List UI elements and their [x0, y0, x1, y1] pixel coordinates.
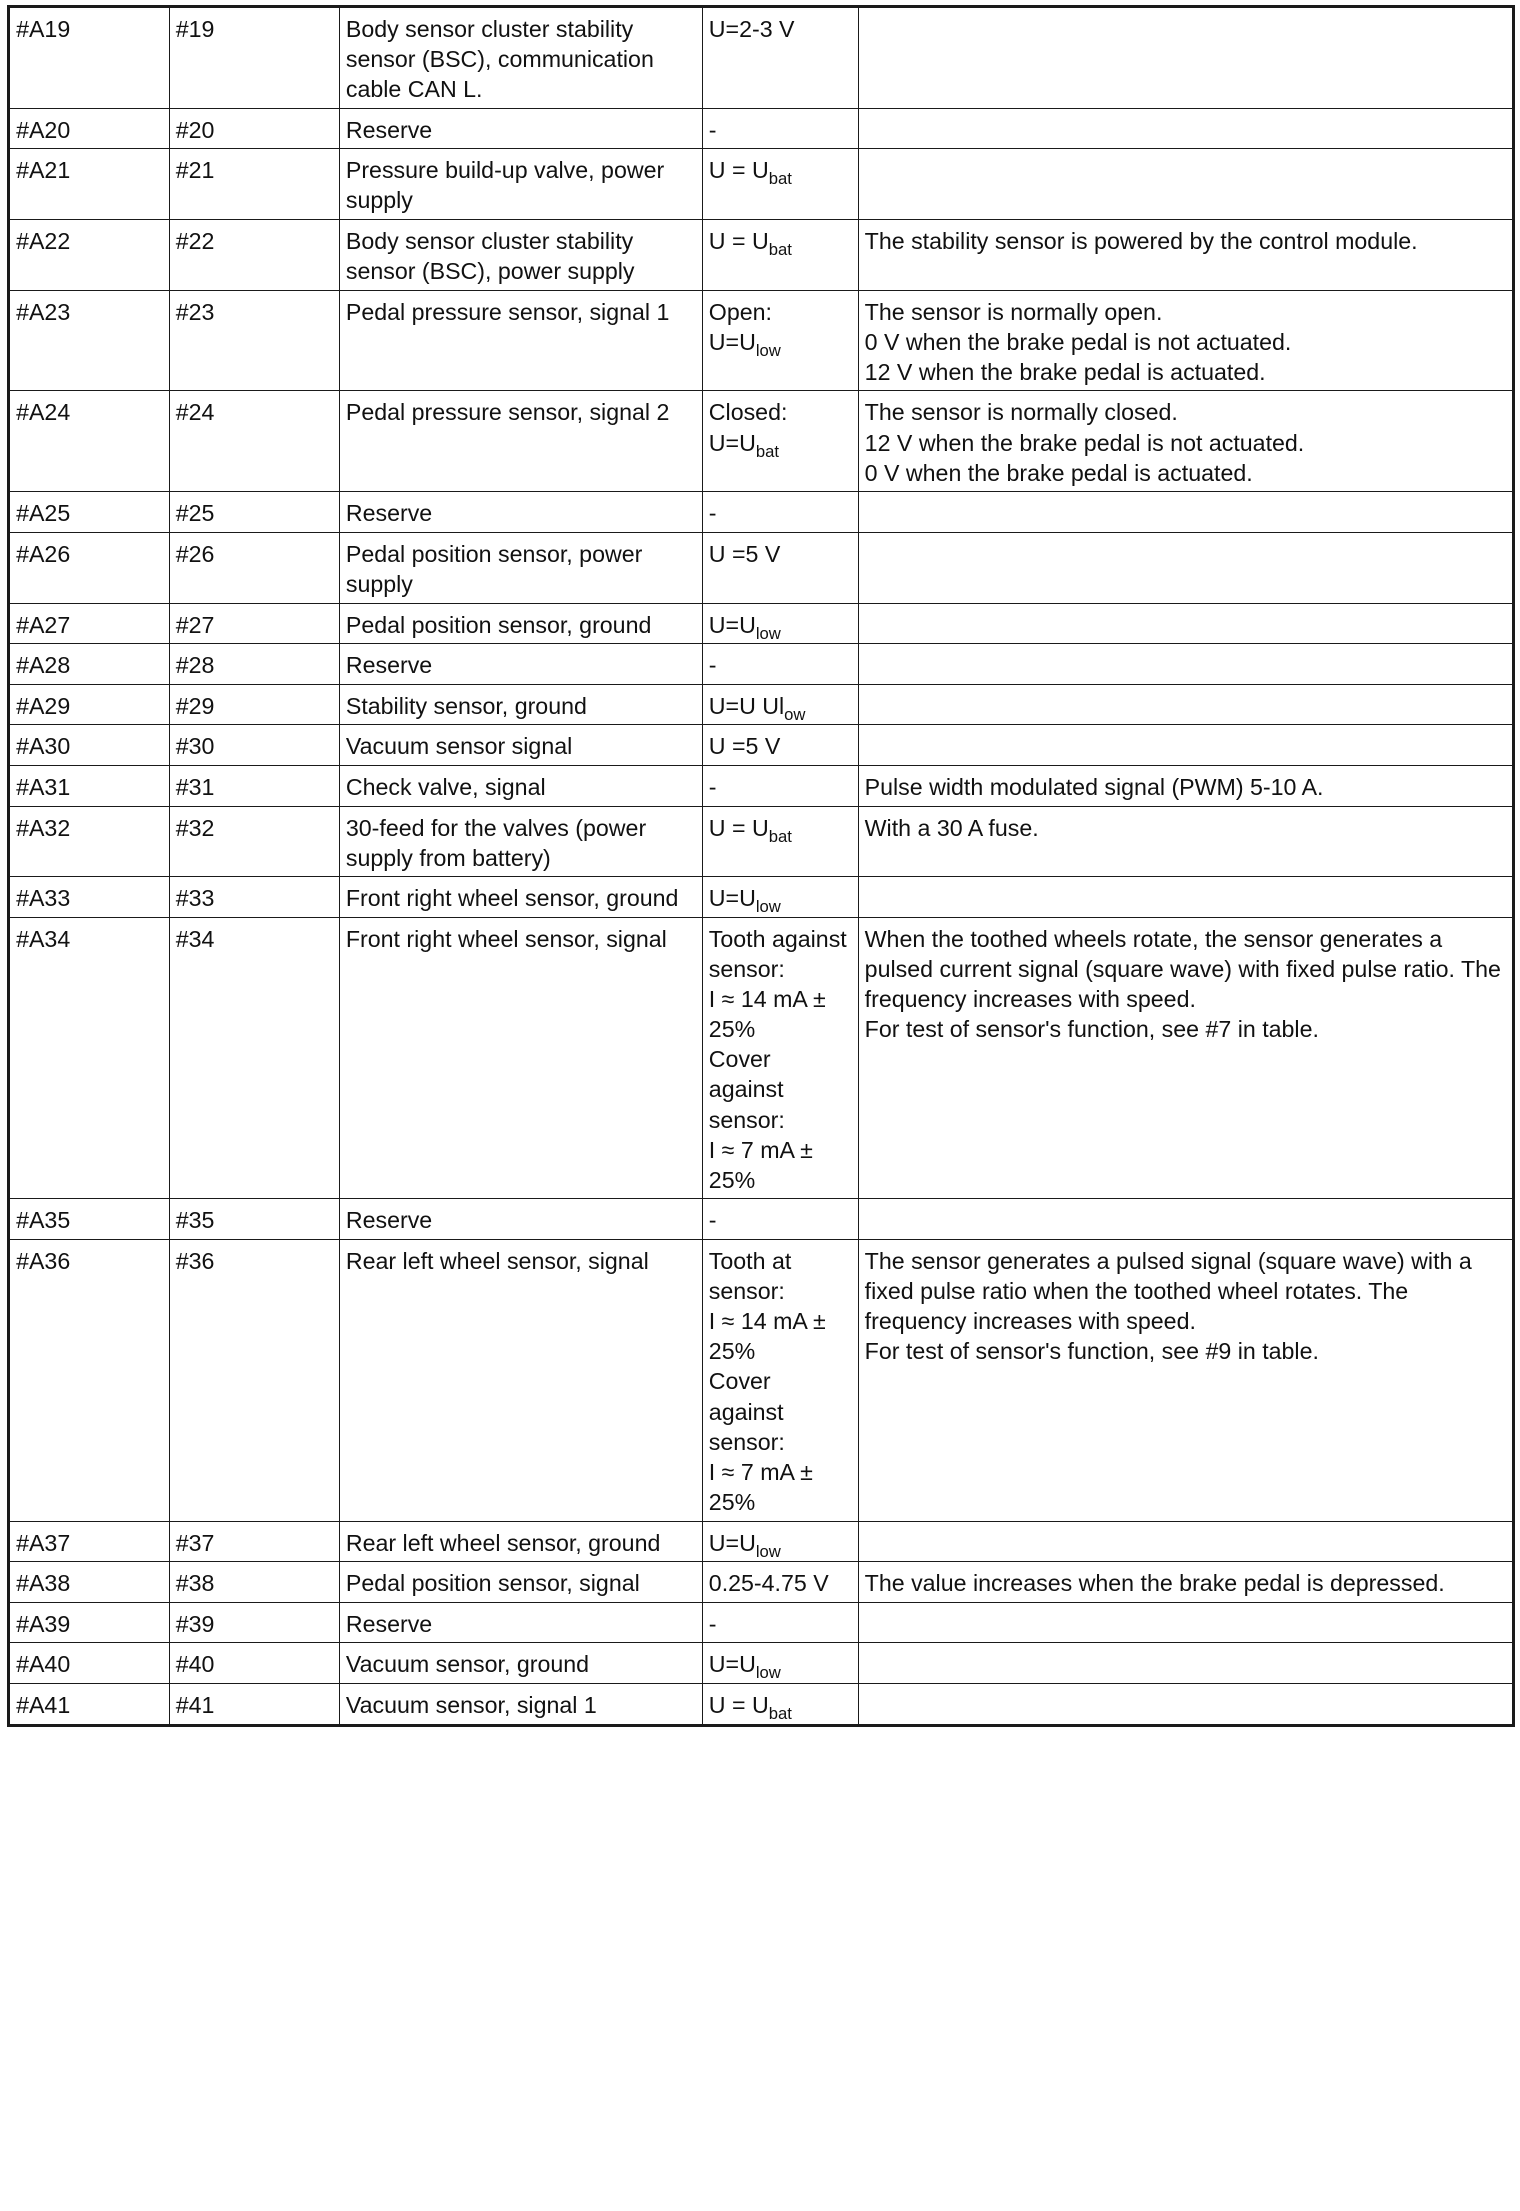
notes-cell: The value increases when the brake pedal is depressed.	[858, 1562, 1514, 1603]
notes-cell: Pulse width modulated signal (PWM) 5-10 A.	[858, 766, 1514, 807]
value-cell	[702, 1643, 858, 1684]
notes-cell	[858, 1602, 1514, 1643]
pin-id-cell: #A30	[9, 725, 170, 766]
table-row	[9, 1684, 1514, 1726]
value-text: -	[708, 773, 717, 800]
value-subscript: bat	[768, 169, 792, 189]
function-cell: Vacuum sensor, signal 1	[339, 1684, 702, 1726]
notes-cell	[858, 149, 1514, 220]
function-cell: Vacuum sensor signal	[339, 725, 702, 766]
function-cell: Pedal position sensor, ground	[339, 603, 702, 644]
function-cell: Stability sensor, ground	[339, 684, 702, 725]
value-text: U = U	[708, 814, 769, 841]
value-cell	[702, 108, 858, 149]
notes-cell: The sensor is normally open. 0 V when the brake pedal is not actuated. 12 V when the brake pedal is actuated.	[858, 290, 1514, 391]
function-cell: Rear left wheel sensor, signal	[339, 1240, 702, 1521]
notes-cell	[858, 644, 1514, 685]
table-row	[9, 684, 1514, 725]
table-row	[9, 290, 1514, 391]
pin-id-cell: #A40	[9, 1643, 170, 1684]
value-text: Open: U=U	[708, 298, 772, 355]
table-row	[9, 1643, 1514, 1684]
value-cell	[702, 492, 858, 533]
pin-number-cell: #37	[169, 1521, 339, 1562]
table-row	[9, 108, 1514, 149]
pin-id-cell: #A26	[9, 532, 170, 603]
pin-id-cell: #A24	[9, 391, 170, 492]
pin-number-cell: #24	[169, 391, 339, 492]
table-row	[9, 1602, 1514, 1643]
pin-number-cell: #34	[169, 917, 339, 1198]
notes-cell	[858, 877, 1514, 918]
value-text: -	[708, 1610, 717, 1637]
function-cell: Front right wheel sensor, signal	[339, 917, 702, 1198]
value-subscript: bat	[768, 1703, 792, 1723]
value-cell	[702, 1684, 858, 1726]
value-cell	[702, 1562, 858, 1603]
pin-id-cell: #A31	[9, 766, 170, 807]
value-cell	[702, 290, 858, 391]
value-cell	[702, 532, 858, 603]
value-text: -	[708, 652, 717, 679]
pin-number-cell: #23	[169, 290, 339, 391]
notes-cell	[858, 725, 1514, 766]
pin-id-cell: #A41	[9, 1684, 170, 1726]
function-cell: Check valve, signal	[339, 766, 702, 807]
notes-cell	[858, 1643, 1514, 1684]
value-cell	[702, 1240, 858, 1521]
pin-number-cell: #22	[169, 219, 339, 290]
table-row	[9, 219, 1514, 290]
table-row	[9, 532, 1514, 603]
value-cell	[702, 149, 858, 220]
pin-id-cell: #A19	[9, 6, 170, 108]
pin-table-body	[9, 6, 1514, 1725]
function-cell: Body sensor cluster stability sensor (BSC), communication cable CAN L.	[339, 6, 702, 108]
notes-cell: The sensor generates a pulsed signal (square wave) with a fixed pulse ratio when the toothed wheel rotates. The frequency increases with speed. For test of sensor's function, see #9 in table.	[858, 1240, 1514, 1521]
value-subscript: low	[755, 340, 781, 360]
value-subscript: low	[755, 897, 781, 917]
function-cell: Pedal position sensor, power supply	[339, 532, 702, 603]
pin-id-cell: #A27	[9, 603, 170, 644]
function-cell: Pressure build-up valve, power supply	[339, 149, 702, 220]
pin-number-cell: #29	[169, 684, 339, 725]
notes-cell: The stability sensor is powered by the control module.	[858, 219, 1514, 290]
table-row	[9, 644, 1514, 685]
function-cell: Reserve	[339, 644, 702, 685]
value-cell	[702, 1199, 858, 1240]
value-cell	[702, 6, 858, 108]
notes-cell	[858, 6, 1514, 108]
table-row	[9, 1562, 1514, 1603]
value-cell	[702, 725, 858, 766]
table-row	[9, 877, 1514, 918]
pin-table	[7, 5, 1515, 1727]
value-cell	[702, 219, 858, 290]
notes-cell	[858, 684, 1514, 725]
table-row	[9, 1240, 1514, 1521]
notes-cell	[858, 492, 1514, 533]
value-cell	[702, 806, 858, 877]
table-row	[9, 1199, 1514, 1240]
pin-number-cell: #30	[169, 725, 339, 766]
value-text: Closed: U=U	[708, 399, 788, 456]
pin-number-cell: #32	[169, 806, 339, 877]
value-text: -	[708, 116, 717, 143]
value-cell	[702, 877, 858, 918]
pin-number-cell: #25	[169, 492, 339, 533]
value-text: U=U	[708, 611, 756, 638]
value-cell	[702, 1521, 858, 1562]
function-cell: Reserve	[339, 1602, 702, 1643]
value-text: U = U	[708, 1691, 769, 1718]
pin-number-cell: #40	[169, 1643, 339, 1684]
function-cell: Pedal position sensor, signal	[339, 1562, 702, 1603]
value-cell	[702, 391, 858, 492]
function-cell: Body sensor cluster stability sensor (BSC), power supply	[339, 219, 702, 290]
pin-id-cell: #A34	[9, 917, 170, 1198]
value-cell	[702, 644, 858, 685]
notes-cell	[858, 532, 1514, 603]
pin-number-cell: #36	[169, 1240, 339, 1521]
pin-number-cell: #35	[169, 1199, 339, 1240]
pin-id-cell: #A23	[9, 290, 170, 391]
value-text: U =5 V	[708, 540, 781, 567]
notes-cell	[858, 108, 1514, 149]
pin-number-cell: #41	[169, 1684, 339, 1726]
function-cell: Reserve	[339, 492, 702, 533]
value-text: -	[708, 500, 717, 527]
value-text: U=U Ul	[708, 692, 785, 719]
table-row	[9, 6, 1514, 108]
pin-id-cell: #A28	[9, 644, 170, 685]
table-row	[9, 149, 1514, 220]
pin-number-cell: #28	[169, 644, 339, 685]
value-cell	[702, 684, 858, 725]
pin-number-cell: #33	[169, 877, 339, 918]
table-row	[9, 917, 1514, 1198]
pin-id-cell: #A33	[9, 877, 170, 918]
value-subscript: bat	[768, 826, 792, 846]
value-subscript: low	[755, 1541, 781, 1561]
pin-number-cell: #31	[169, 766, 339, 807]
pin-number-cell: #39	[169, 1602, 339, 1643]
pin-id-cell: #A25	[9, 492, 170, 533]
pin-id-cell: #A35	[9, 1199, 170, 1240]
table-row	[9, 766, 1514, 807]
value-text: U =5 V	[708, 733, 781, 760]
pin-number-cell: #19	[169, 6, 339, 108]
pin-id-cell: #A38	[9, 1562, 170, 1603]
value-text: U=U	[708, 1651, 756, 1678]
function-cell: 30-feed for the valves (power supply from battery)	[339, 806, 702, 877]
value-cell	[702, 766, 858, 807]
value-text: -	[708, 1207, 717, 1234]
function-cell: Pedal pressure sensor, signal 1	[339, 290, 702, 391]
function-cell: Vacuum sensor, ground	[339, 1643, 702, 1684]
value-subscript: bat	[768, 239, 792, 259]
value-subscript: low	[755, 623, 781, 643]
table-row	[9, 492, 1514, 533]
value-cell	[702, 603, 858, 644]
pin-id-cell: #A22	[9, 219, 170, 290]
table-row	[9, 603, 1514, 644]
notes-cell	[858, 1199, 1514, 1240]
pin-id-cell: #A39	[9, 1602, 170, 1643]
pin-id-cell: #A32	[9, 806, 170, 877]
pin-number-cell: #26	[169, 532, 339, 603]
pin-id-cell: #A29	[9, 684, 170, 725]
pin-number-cell: #27	[169, 603, 339, 644]
notes-cell: The sensor is normally closed. 12 V when the brake pedal is not actuated. 0 V when the brake pedal is actuated.	[858, 391, 1514, 492]
value-text: U = U	[708, 227, 769, 254]
table-row	[9, 725, 1514, 766]
value-cell	[702, 1602, 858, 1643]
value-cell	[702, 917, 858, 1198]
value-subscript: bat	[755, 441, 779, 461]
value-text: Tooth at sensor: I ≈ 14 mA ± 25% Cover against sensor: I ≈ 7 mA ± 25%	[708, 1248, 826, 1515]
function-cell: Reserve	[339, 108, 702, 149]
table-row	[9, 1521, 1514, 1562]
pin-number-cell: #20	[169, 108, 339, 149]
pin-number-cell: #38	[169, 1562, 339, 1603]
pin-id-cell: #A36	[9, 1240, 170, 1521]
pin-id-cell: #A37	[9, 1521, 170, 1562]
function-cell: Front right wheel sensor, ground	[339, 877, 702, 918]
notes-cell	[858, 1521, 1514, 1562]
function-cell: Pedal pressure sensor, signal 2	[339, 391, 702, 492]
function-cell: Rear left wheel sensor, ground	[339, 1521, 702, 1562]
pin-id-cell: #A20	[9, 108, 170, 149]
notes-cell: When the toothed wheels rotate, the sensor generates a pulsed current signal (square wave) with fixed pulse ratio. The frequency increases with speed. For test of sensor's function, see #7 in table.	[858, 917, 1514, 1198]
value-subscript: low	[755, 1663, 781, 1683]
value-text: U=U	[708, 885, 756, 912]
pin-id-cell: #A21	[9, 149, 170, 220]
value-text: U=U	[708, 1529, 756, 1556]
notes-cell: With a 30 A fuse.	[858, 806, 1514, 877]
pin-number-cell: #21	[169, 149, 339, 220]
notes-cell	[858, 603, 1514, 644]
value-text: Tooth against sensor: I ≈ 14 mA ± 25% Cover against sensor: I ≈ 7 mA ± 25%	[708, 925, 847, 1193]
value-subscript: ow	[784, 704, 806, 724]
function-cell: Reserve	[339, 1199, 702, 1240]
table-row	[9, 806, 1514, 877]
value-text: 0.25-4.75 V	[708, 1570, 829, 1597]
table-row	[9, 391, 1514, 492]
value-text: U=2-3 V	[708, 15, 795, 42]
notes-cell	[858, 1684, 1514, 1726]
value-text: U = U	[708, 157, 769, 184]
